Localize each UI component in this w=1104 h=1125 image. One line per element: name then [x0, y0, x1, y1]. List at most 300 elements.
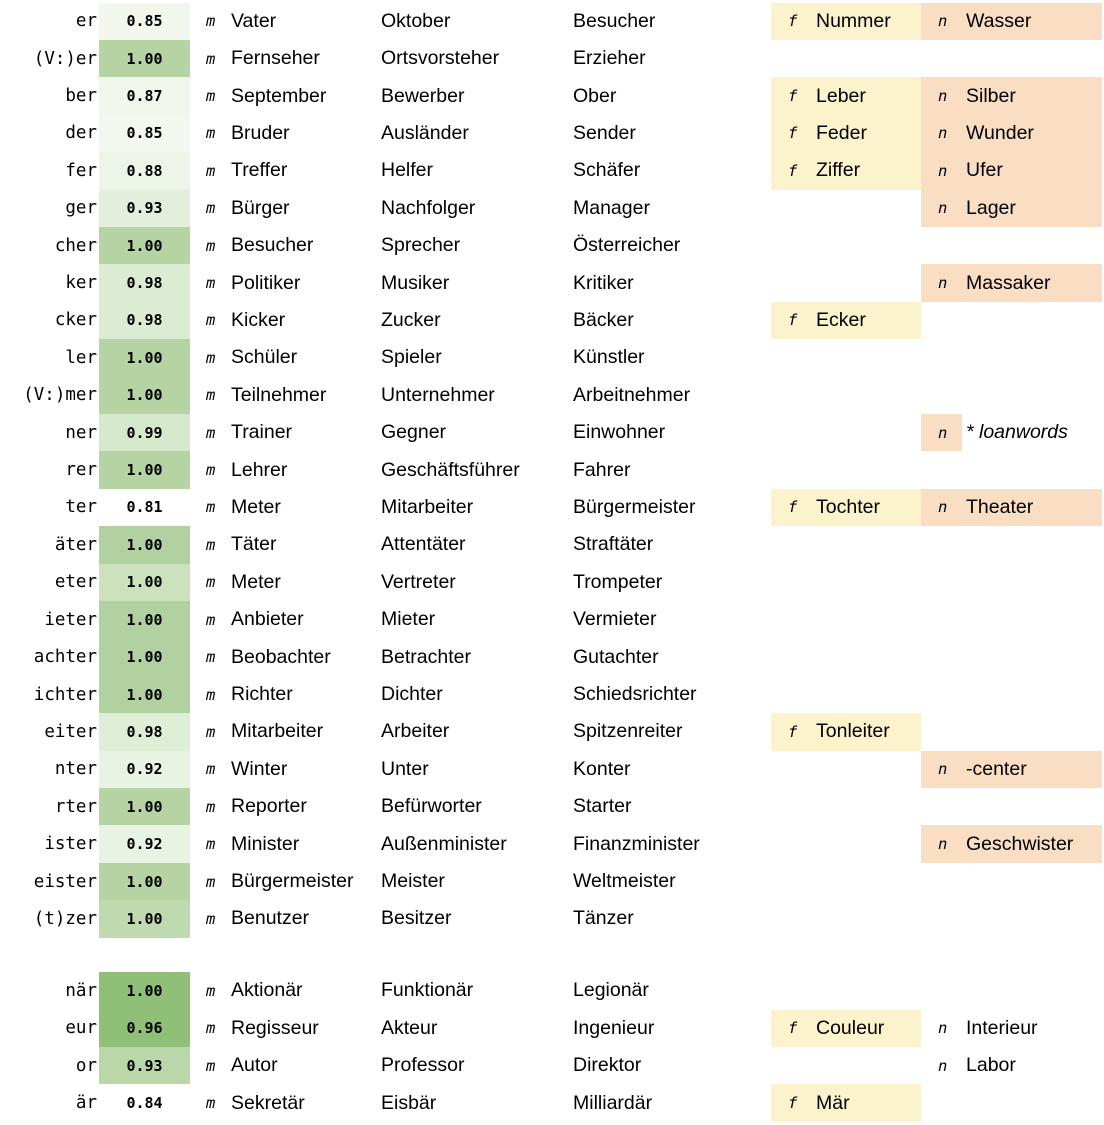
neuter-marker: n — [938, 1019, 948, 1038]
feminine-marker: f — [788, 161, 798, 180]
score-cell: 0.88 — [99, 152, 190, 189]
feminine-example: Mär — [816, 1091, 850, 1114]
score-cell: 0.85 — [99, 115, 190, 152]
suffix-row — [0, 3, 1104, 40]
neuter-exception-cell — [921, 227, 1102, 264]
score-cell: 0.92 — [99, 751, 190, 788]
feminine-exception-cell — [771, 1047, 921, 1084]
masculine-example: Nachfolger — [381, 196, 476, 219]
neuter-exception-cell — [921, 3, 1102, 40]
feminine-exception-cell — [771, 713, 921, 750]
suffix-label: eiter — [44, 721, 97, 742]
score-cell: 1.00 — [99, 227, 190, 264]
masculine-example: Sekretär — [231, 1091, 305, 1114]
neuter-example: Lager — [966, 196, 1016, 219]
suffix-label: (V:)mer — [23, 385, 97, 406]
masculine-example: Helfer — [381, 159, 434, 182]
suffix-row — [0, 40, 1104, 77]
suffix-row — [0, 751, 1104, 788]
feminine-exception-cell — [771, 3, 921, 40]
suffix-label: eister — [33, 871, 97, 892]
neuter-exception-cell — [921, 526, 1102, 563]
suffix-row — [0, 1047, 1104, 1084]
feminine-example: Ecker — [816, 308, 866, 331]
suffix-row — [0, 1084, 1104, 1121]
masculine-example: Geschäftsführer — [381, 458, 520, 481]
neuter-exception-cell — [921, 1084, 1102, 1121]
suffix-row — [0, 152, 1104, 189]
masculine-example: Anbieter — [231, 608, 304, 631]
neuter-exception-cell — [921, 264, 1102, 301]
masculine-example: Funktionär — [381, 979, 474, 1002]
feminine-exception-cell — [771, 564, 921, 601]
masculine-example: Musiker — [381, 271, 450, 294]
masculine-example: Unter — [381, 757, 429, 780]
masculine-marker: m — [206, 981, 216, 1000]
feminine-example: Feder — [816, 121, 867, 144]
neuter-marker: n — [938, 760, 948, 779]
suffix-label: eter — [54, 572, 97, 593]
score-cell: 0.93 — [99, 1047, 190, 1084]
score-cell: 0.98 — [99, 264, 190, 301]
feminine-exception-cell — [771, 414, 921, 451]
neuter-exception-cell — [921, 676, 1102, 713]
suffix-row — [0, 227, 1104, 264]
masculine-example: Spieler — [381, 346, 442, 369]
masculine-example: Besucher — [573, 9, 656, 32]
masculine-marker: m — [206, 648, 216, 667]
masculine-example: Winter — [231, 757, 288, 780]
score-cell: 0.99 — [99, 414, 190, 451]
feminine-marker: f — [788, 498, 798, 517]
masculine-example: Finanzminister — [573, 832, 700, 855]
masculine-example: Tänzer — [573, 907, 634, 930]
score-cell: 0.84 — [126, 1094, 163, 1113]
feminine-exception-cell — [771, 972, 921, 1009]
neuter-marker: n — [938, 835, 948, 854]
neuter-marker: n — [938, 12, 948, 31]
neuter-exception-cell — [921, 900, 1102, 937]
masculine-example: Starter — [573, 795, 632, 818]
feminine-marker: f — [788, 124, 798, 143]
masculine-marker: m — [206, 423, 216, 442]
neuter-exception-cell — [921, 115, 1102, 152]
feminine-exception-cell — [771, 601, 921, 638]
score-cell: 0.81 — [126, 498, 163, 517]
score-cell: 1.00 — [99, 972, 190, 1009]
neuter-example: Geschwister — [966, 832, 1074, 855]
neuter-marker: n — [938, 124, 948, 143]
suffix-label: ner — [65, 422, 97, 443]
masculine-example: Bürger — [231, 196, 290, 219]
suffix-row — [0, 1010, 1104, 1047]
masculine-example: Sprecher — [381, 234, 461, 257]
masculine-example: Vater — [231, 9, 277, 32]
suffix-row — [0, 638, 1104, 675]
neuter-exception-cell — [921, 302, 1102, 339]
neuter-exception-cell — [921, 451, 1102, 488]
feminine-exception-cell — [771, 227, 921, 264]
masculine-example: Straftäter — [573, 533, 654, 556]
masculine-example: Spitzenreiter — [573, 720, 683, 743]
neuter-exception-cell — [921, 339, 1102, 376]
masculine-marker: m — [206, 199, 216, 218]
suffix-label: cher — [54, 235, 97, 256]
suffix-row — [0, 302, 1104, 339]
feminine-marker: f — [788, 1019, 798, 1038]
masculine-example: Täter — [231, 533, 277, 556]
suffix-label: der — [65, 123, 97, 144]
feminine-example: Leber — [816, 84, 866, 107]
suffix-row — [0, 972, 1104, 1009]
suffix-row — [0, 190, 1104, 227]
masculine-marker: m — [206, 311, 216, 330]
masculine-marker: m — [206, 348, 216, 367]
neuter-example: Ufer — [966, 159, 1003, 182]
masculine-example: Gegner — [381, 421, 447, 444]
masculine-example: Trainer — [231, 421, 293, 444]
suffix-label: (V:)er — [33, 48, 97, 69]
feminine-exception-cell — [771, 1084, 921, 1121]
masculine-marker: m — [206, 161, 216, 180]
suffix-label: ber — [65, 86, 97, 107]
masculine-marker: m — [206, 236, 216, 255]
score-cell: 1.00 — [99, 676, 190, 713]
feminine-exception-cell — [771, 77, 921, 114]
masculine-example: Beobachter — [231, 645, 331, 668]
masculine-example: Ober — [573, 84, 617, 107]
feminine-marker: f — [788, 311, 798, 330]
neuter-marker: n — [938, 274, 948, 293]
masculine-marker: m — [206, 909, 216, 928]
feminine-exception-cell — [771, 264, 921, 301]
suffix-label: rter — [54, 796, 97, 817]
masculine-example: Direktor — [573, 1054, 642, 1077]
feminine-exception-cell — [771, 751, 921, 788]
neuter-example: Massaker — [966, 271, 1051, 294]
suffix-label: rer — [65, 460, 97, 481]
masculine-example: Mitarbeiter — [231, 720, 324, 743]
suffix-label: (t)zer — [33, 908, 97, 929]
masculine-example: Ausländer — [381, 121, 469, 144]
suffix-label: er — [75, 11, 97, 32]
neuter-exception-cell — [921, 152, 1102, 189]
neuter-exception-cell — [921, 564, 1102, 601]
neuter-exception-cell — [921, 638, 1102, 675]
neuter-marker: n — [938, 87, 948, 106]
suffix-label: or — [75, 1055, 97, 1076]
masculine-example: Professor — [381, 1054, 465, 1077]
feminine-exception-cell — [771, 489, 921, 526]
neuter-example: Silber — [966, 84, 1016, 107]
masculine-example: Regisseur — [231, 1016, 319, 1039]
neuter-marker: n — [938, 161, 948, 180]
masculine-marker: m — [206, 124, 216, 143]
masculine-example: Befürworter — [381, 795, 482, 818]
masculine-example: Dichter — [381, 683, 443, 706]
score-cell: 1.00 — [99, 564, 190, 601]
masculine-example: Akteur — [381, 1016, 438, 1039]
suffix-row — [0, 339, 1104, 376]
feminine-example: Tonleiter — [816, 720, 890, 743]
feminine-example: Tochter — [816, 495, 880, 518]
masculine-example: Mitarbeiter — [381, 495, 474, 518]
score-cell: 1.00 — [99, 451, 190, 488]
feminine-exception-cell — [771, 190, 921, 227]
masculine-example: Zucker — [381, 308, 441, 331]
neuter-exception-cell — [921, 825, 1102, 862]
masculine-example: Richter — [231, 683, 293, 706]
neuter-exception-cell — [921, 489, 1102, 526]
masculine-example: Aktionär — [231, 979, 303, 1002]
score-cell: 1.00 — [99, 900, 190, 937]
neuter-exception-cell — [921, 190, 1102, 227]
feminine-exception-cell — [771, 900, 921, 937]
feminine-exception-cell — [771, 377, 921, 414]
masculine-example: Vertreter — [381, 570, 456, 593]
masculine-marker: m — [206, 835, 216, 854]
masculine-example: Benutzer — [231, 907, 310, 930]
masculine-example: Außenminister — [381, 832, 507, 855]
suffix-label: ger — [65, 198, 97, 219]
feminine-exception-cell — [771, 152, 921, 189]
masculine-marker: m — [206, 386, 216, 405]
neuter-exception-cell — [921, 40, 1102, 77]
suffix-label: ichter — [33, 684, 97, 705]
feminine-marker: f — [788, 1094, 798, 1113]
suffix-row — [0, 414, 1104, 451]
masculine-example: Besitzer — [381, 907, 452, 930]
score-cell: 1.00 — [99, 526, 190, 563]
masculine-marker: m — [206, 274, 216, 293]
masculine-example: Künstler — [573, 346, 645, 369]
suffix-row — [0, 713, 1104, 750]
neuter-exception-cell — [921, 414, 1102, 451]
masculine-example: Milliardär — [573, 1091, 653, 1114]
masculine-example: Ingenieur — [573, 1016, 655, 1039]
masculine-example: Politiker — [231, 271, 301, 294]
suffix-label: när — [65, 980, 97, 1001]
neuter-example: Wasser — [966, 9, 1032, 32]
masculine-marker: m — [206, 498, 216, 517]
feminine-exception-cell — [771, 788, 921, 825]
suffix-label: ler — [65, 347, 97, 368]
masculine-example: Schäfer — [573, 159, 641, 182]
suffix-label: ter — [65, 497, 97, 518]
feminine-exception-cell — [771, 526, 921, 563]
neuter-exception-cell — [921, 601, 1102, 638]
suffix-row — [0, 526, 1104, 563]
neuter-example: Wunder — [966, 121, 1034, 144]
masculine-marker: m — [206, 797, 216, 816]
masculine-marker: m — [206, 872, 216, 891]
score-cell: 1.00 — [99, 601, 190, 638]
masculine-example: Weltmeister — [573, 870, 676, 893]
neuter-exception-cell — [921, 713, 1102, 750]
feminine-example: Ziffer — [816, 159, 861, 182]
masculine-example: Meter — [231, 570, 281, 593]
feminine-exception-cell — [771, 451, 921, 488]
masculine-example: Vermieter — [573, 608, 657, 631]
suffix-label: nter — [54, 759, 97, 780]
masculine-example: Schüler — [231, 346, 298, 369]
suffix-row — [0, 115, 1104, 152]
masculine-example: September — [231, 84, 327, 107]
feminine-exception-cell — [771, 1010, 921, 1047]
feminine-marker: f — [788, 87, 798, 106]
masculine-marker: m — [206, 1019, 216, 1038]
feminine-exception-cell — [771, 40, 921, 77]
masculine-example: Meister — [381, 870, 445, 893]
score-cell: 0.85 — [99, 3, 190, 40]
suffix-row — [0, 863, 1104, 900]
suffix-row — [0, 564, 1104, 601]
masculine-example: Kritiker — [573, 271, 634, 294]
suffix-row — [0, 77, 1104, 114]
masculine-example: Fahrer — [573, 458, 631, 481]
masculine-marker: m — [206, 685, 216, 704]
score-cell: 0.98 — [99, 302, 190, 339]
neuter-example: -center — [966, 757, 1027, 780]
masculine-marker: m — [206, 722, 216, 741]
neuter-example: Labor — [966, 1054, 1016, 1077]
feminine-marker: f — [788, 722, 798, 741]
masculine-example: Unternehmer — [381, 383, 495, 406]
feminine-exception-cell — [771, 676, 921, 713]
feminine-example: Nummer — [816, 9, 891, 32]
masculine-marker: m — [206, 49, 216, 68]
score-cell: 1.00 — [99, 377, 190, 414]
neuter-exception-cell — [921, 972, 1102, 1009]
masculine-example: Trompeter — [573, 570, 663, 593]
suffix-row — [0, 264, 1104, 301]
neuter-exception-cell — [921, 863, 1102, 900]
masculine-marker: m — [206, 1056, 216, 1075]
masculine-example: Arbeitnehmer — [573, 383, 691, 406]
neuter-example: * loanwords — [966, 421, 1068, 444]
masculine-example: Gutachter — [573, 645, 659, 668]
masculine-example: Betrachter — [381, 645, 471, 668]
masculine-marker: m — [206, 535, 216, 554]
neuter-exception-cell — [921, 751, 1102, 788]
masculine-example: Einwohner — [573, 421, 666, 444]
suffix-row — [0, 377, 1104, 414]
neuter-marker: n — [938, 1056, 948, 1075]
neuter-marker: n — [938, 498, 948, 517]
masculine-example: Eisbär — [381, 1091, 437, 1114]
score-cell: 1.00 — [99, 339, 190, 376]
masculine-example: Besucher — [231, 234, 314, 257]
score-cell: 0.93 — [99, 190, 190, 227]
suffix-label: ieter — [44, 609, 97, 630]
neuter-example: Interieur — [966, 1016, 1038, 1039]
suffix-label: ker — [65, 273, 97, 294]
masculine-example: Sender — [573, 121, 636, 144]
masculine-example: Attentäter — [381, 533, 466, 556]
suffix-label: ister — [44, 834, 97, 855]
suffix-label: äter — [54, 534, 97, 555]
suffix-row — [0, 601, 1104, 638]
suffix-row — [0, 676, 1104, 713]
masculine-marker: m — [206, 760, 216, 779]
neuter-exception-cell — [921, 77, 1102, 114]
suffix-row — [0, 825, 1104, 862]
suffix-label: är — [75, 1093, 97, 1114]
feminine-example: Couleur — [816, 1016, 885, 1039]
neuter-marker: n — [921, 414, 962, 451]
masculine-example: Kicker — [231, 308, 286, 331]
masculine-example: Schiedsrichter — [573, 683, 697, 706]
neuter-exception-cell — [921, 788, 1102, 825]
masculine-example: Fernseher — [231, 47, 320, 70]
masculine-marker: m — [206, 461, 216, 480]
suffix-row — [0, 489, 1104, 526]
score-cell: 0.98 — [99, 713, 190, 750]
neuter-marker: n — [938, 199, 948, 218]
suffix-row — [0, 451, 1104, 488]
suffix-row — [0, 788, 1104, 825]
score-cell: 1.00 — [99, 638, 190, 675]
suffix-row — [0, 900, 1104, 937]
masculine-example: Bürgermeister — [573, 495, 696, 518]
feminine-marker: f — [788, 12, 798, 31]
masculine-example: Erzieher — [573, 47, 646, 70]
masculine-example: Manager — [573, 196, 650, 219]
masculine-marker: m — [206, 12, 216, 31]
masculine-marker: m — [206, 87, 216, 106]
masculine-example: Ortsvorsteher — [381, 47, 500, 70]
suffix-label: achter — [33, 647, 97, 668]
masculine-example: Autor — [231, 1054, 278, 1077]
score-cell: 0.92 — [99, 825, 190, 862]
score-cell: 1.00 — [99, 40, 190, 77]
feminine-exception-cell — [771, 825, 921, 862]
masculine-example: Treffer — [231, 159, 288, 182]
masculine-marker: m — [206, 573, 216, 592]
feminine-exception-cell — [771, 302, 921, 339]
neuter-exception-cell — [921, 1047, 1102, 1084]
masculine-example: Österreicher — [573, 234, 681, 257]
masculine-example: Meter — [231, 495, 281, 518]
suffix-label: fer — [65, 160, 97, 181]
masculine-example: Reporter — [231, 795, 307, 818]
masculine-example: Bäcker — [573, 308, 634, 331]
suffix-label: cker — [54, 310, 97, 331]
masculine-example: Bürgermeister — [231, 870, 354, 893]
feminine-exception-cell — [771, 863, 921, 900]
neuter-exception-cell — [921, 1010, 1102, 1047]
masculine-marker: m — [206, 610, 216, 629]
masculine-example: Teilnehmer — [231, 383, 327, 406]
masculine-marker: m — [206, 1094, 216, 1113]
score-cell: 0.96 — [99, 1010, 190, 1047]
feminine-exception-cell — [771, 638, 921, 675]
score-cell: 1.00 — [99, 788, 190, 825]
masculine-example: Lehrer — [231, 458, 288, 481]
suffix-label: eur — [65, 1018, 97, 1039]
neuter-example: Theater — [966, 495, 1034, 518]
masculine-example: Arbeiter — [381, 720, 450, 743]
score-cell: 0.87 — [99, 77, 190, 114]
masculine-example: Konter — [573, 757, 631, 780]
masculine-example: Bruder — [231, 121, 290, 144]
neuter-exception-cell — [921, 377, 1102, 414]
masculine-example: Mieter — [381, 608, 436, 631]
group-separator — [0, 938, 1104, 973]
masculine-example: Minister — [231, 832, 300, 855]
masculine-example: Legionär — [573, 979, 649, 1002]
masculine-example: Oktober — [381, 9, 451, 32]
